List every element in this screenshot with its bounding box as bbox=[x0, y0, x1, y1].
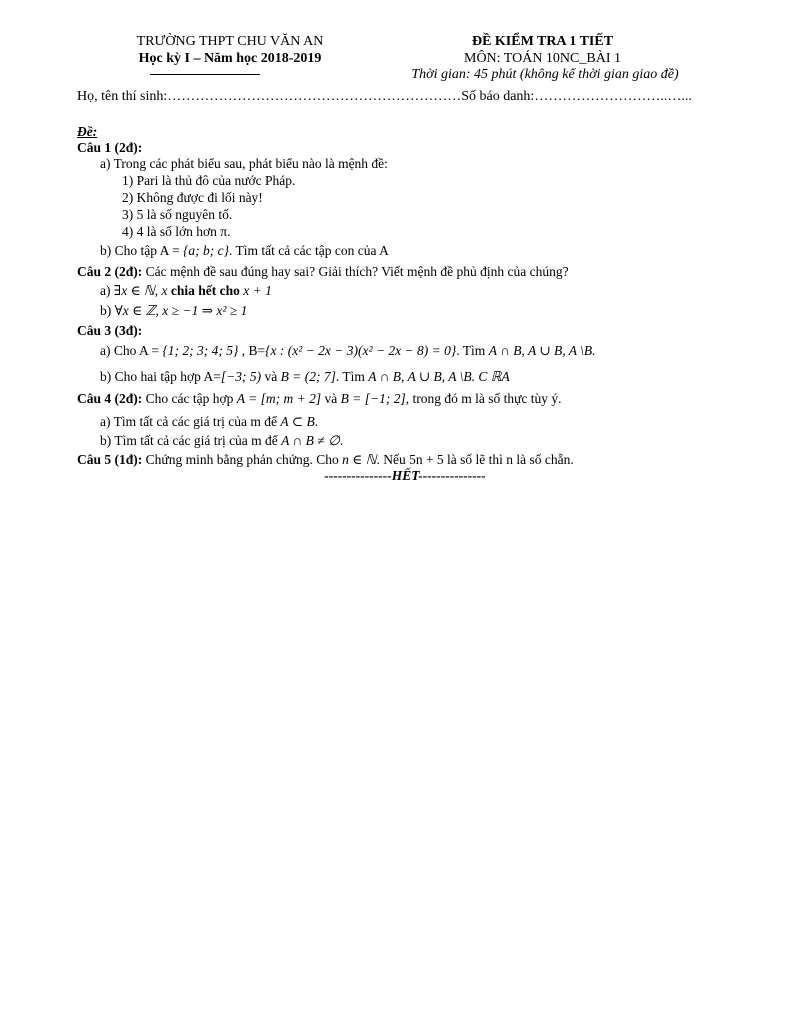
header-divider bbox=[150, 74, 260, 75]
q4-b-end: . bbox=[339, 433, 344, 448]
q2-a-pre: a) bbox=[100, 283, 114, 298]
q4-text-pre: Cho các tập hợp bbox=[142, 391, 237, 406]
q3-b-B: B = (2; 7] bbox=[280, 369, 336, 384]
q5-line bbox=[77, 452, 574, 468]
q4-setA: A = [m; m + 2] bbox=[236, 391, 322, 406]
q4-a-math: A ⊂ B bbox=[280, 414, 315, 429]
q4-b-math: A ∩ B ≠ ∅ bbox=[281, 433, 340, 448]
q4-setB: B = [−1; 2] bbox=[340, 391, 406, 406]
q3-b-find: . Tìm bbox=[335, 369, 369, 384]
q2-a-bold: chia hết cho bbox=[167, 283, 244, 298]
q5-math: n ∈ ℕ bbox=[342, 452, 377, 467]
q5-title: Câu 5 (1đ): bbox=[77, 452, 143, 467]
school-name: TRƯỜNG THPT CHU VĂN AN bbox=[136, 34, 324, 49]
q3-a bbox=[100, 343, 596, 359]
q3-a-ops: A ∩ B, A ∪ B, A \B. bbox=[488, 343, 596, 358]
q1-b-set: {a; b; c} bbox=[183, 243, 230, 258]
q4-b bbox=[100, 433, 343, 449]
q3-b-ops: A ∩ B, A ∪ B, A \B. C ℝA bbox=[368, 369, 510, 384]
q2-a-math: ∃x ∈ ℕ, x bbox=[113, 283, 168, 298]
end-mark: ---------------HẾT--------------- bbox=[324, 468, 486, 483]
q3-a-setA: {1; 2; 3; 4; 5} bbox=[162, 343, 239, 358]
q1-item-2: 2) Không được đi lối này! bbox=[122, 190, 263, 205]
q3-b bbox=[100, 369, 510, 385]
de-label: Đề: bbox=[77, 124, 98, 139]
student-info-line: Họ, tên thí sinh:………………………………………………………Số báo danh:………………………..…... bbox=[77, 89, 692, 104]
q1-b-post: . Tìm tất cả các tập con của A bbox=[229, 243, 389, 258]
q3-b-and: và bbox=[261, 369, 281, 384]
exam-title: ĐỀ KIỂM TRA 1 TIẾT bbox=[471, 34, 614, 49]
q1-a: a) Trong các phát biểu sau, phát biểu nào là mệnh đề: bbox=[100, 156, 388, 171]
q1-b bbox=[100, 243, 389, 259]
q3-title: Câu 3 (3đ): bbox=[77, 323, 143, 338]
q2-b-math: ∀x ∈ ℤ, x ≥ −1 ⇒ x² ≥ 1 bbox=[114, 303, 248, 318]
exam-duration: Thời gian: 45 phút (không kể thời gian giao đề) bbox=[411, 67, 679, 82]
q1-title: Câu 1 (2đ): bbox=[77, 140, 143, 155]
q3-a-mid: , B= bbox=[238, 343, 266, 358]
q4-title: Câu 4 (2đ): bbox=[77, 391, 143, 406]
exam-subject: MÔN: TOÁN 10NC_BÀI 1 bbox=[464, 51, 621, 66]
q3-a-setB: {x : (x² − 2x − 3)(x² − 2x − 8) = 0} bbox=[265, 343, 457, 358]
q4-text-and: và bbox=[321, 391, 341, 406]
q4-text-post: , trong đó m là số thực tùy ý. bbox=[405, 391, 562, 406]
q2-a-post: x + 1 bbox=[243, 283, 272, 298]
semester: Học kỳ I – Năm học 2018-2019 bbox=[138, 51, 322, 66]
q2-a bbox=[100, 283, 272, 299]
q3-b-A: [−3; 5) bbox=[220, 369, 262, 384]
q3-a-pre: a) Cho A = bbox=[100, 343, 163, 358]
q1-item-1: 1) Pari là thủ đô của nước Pháp. bbox=[122, 173, 296, 188]
q2-text: Các mệnh đề sau đúng hay sai? Giải thích? Viết mệnh đề phủ định của chúng? bbox=[142, 264, 569, 279]
q4-a bbox=[100, 414, 318, 430]
q5-text-post: . Nếu 5n + 5 là số lẽ thì n là số chẵn. bbox=[376, 452, 574, 467]
q2-line bbox=[77, 264, 569, 280]
q3-a-find: . Tìm bbox=[456, 343, 489, 358]
q3-b-pre: b) Cho hai tập hợp A= bbox=[100, 369, 221, 384]
q4-a-pre: a) Tìm tất cả các giá trị của m để bbox=[100, 414, 281, 429]
q4-a-end: . bbox=[314, 414, 319, 429]
q4-line bbox=[77, 391, 562, 407]
q1-item-3: 3) 5 là số nguyên tố. bbox=[122, 207, 233, 222]
q2-title: Câu 2 (2đ): bbox=[77, 264, 143, 279]
q1-b-pre: b) Cho tập A = bbox=[100, 243, 183, 258]
q4-b-pre: b) Tìm tất cả các giá trị của m để bbox=[100, 433, 282, 448]
q5-text-pre: Chứng minh bằng phản chứng. Cho bbox=[142, 452, 343, 467]
q1-item-4: 4) 4 là số lớn hơn π. bbox=[122, 224, 231, 239]
q2-b-pre: b) bbox=[100, 303, 115, 318]
q2-b bbox=[100, 303, 247, 319]
